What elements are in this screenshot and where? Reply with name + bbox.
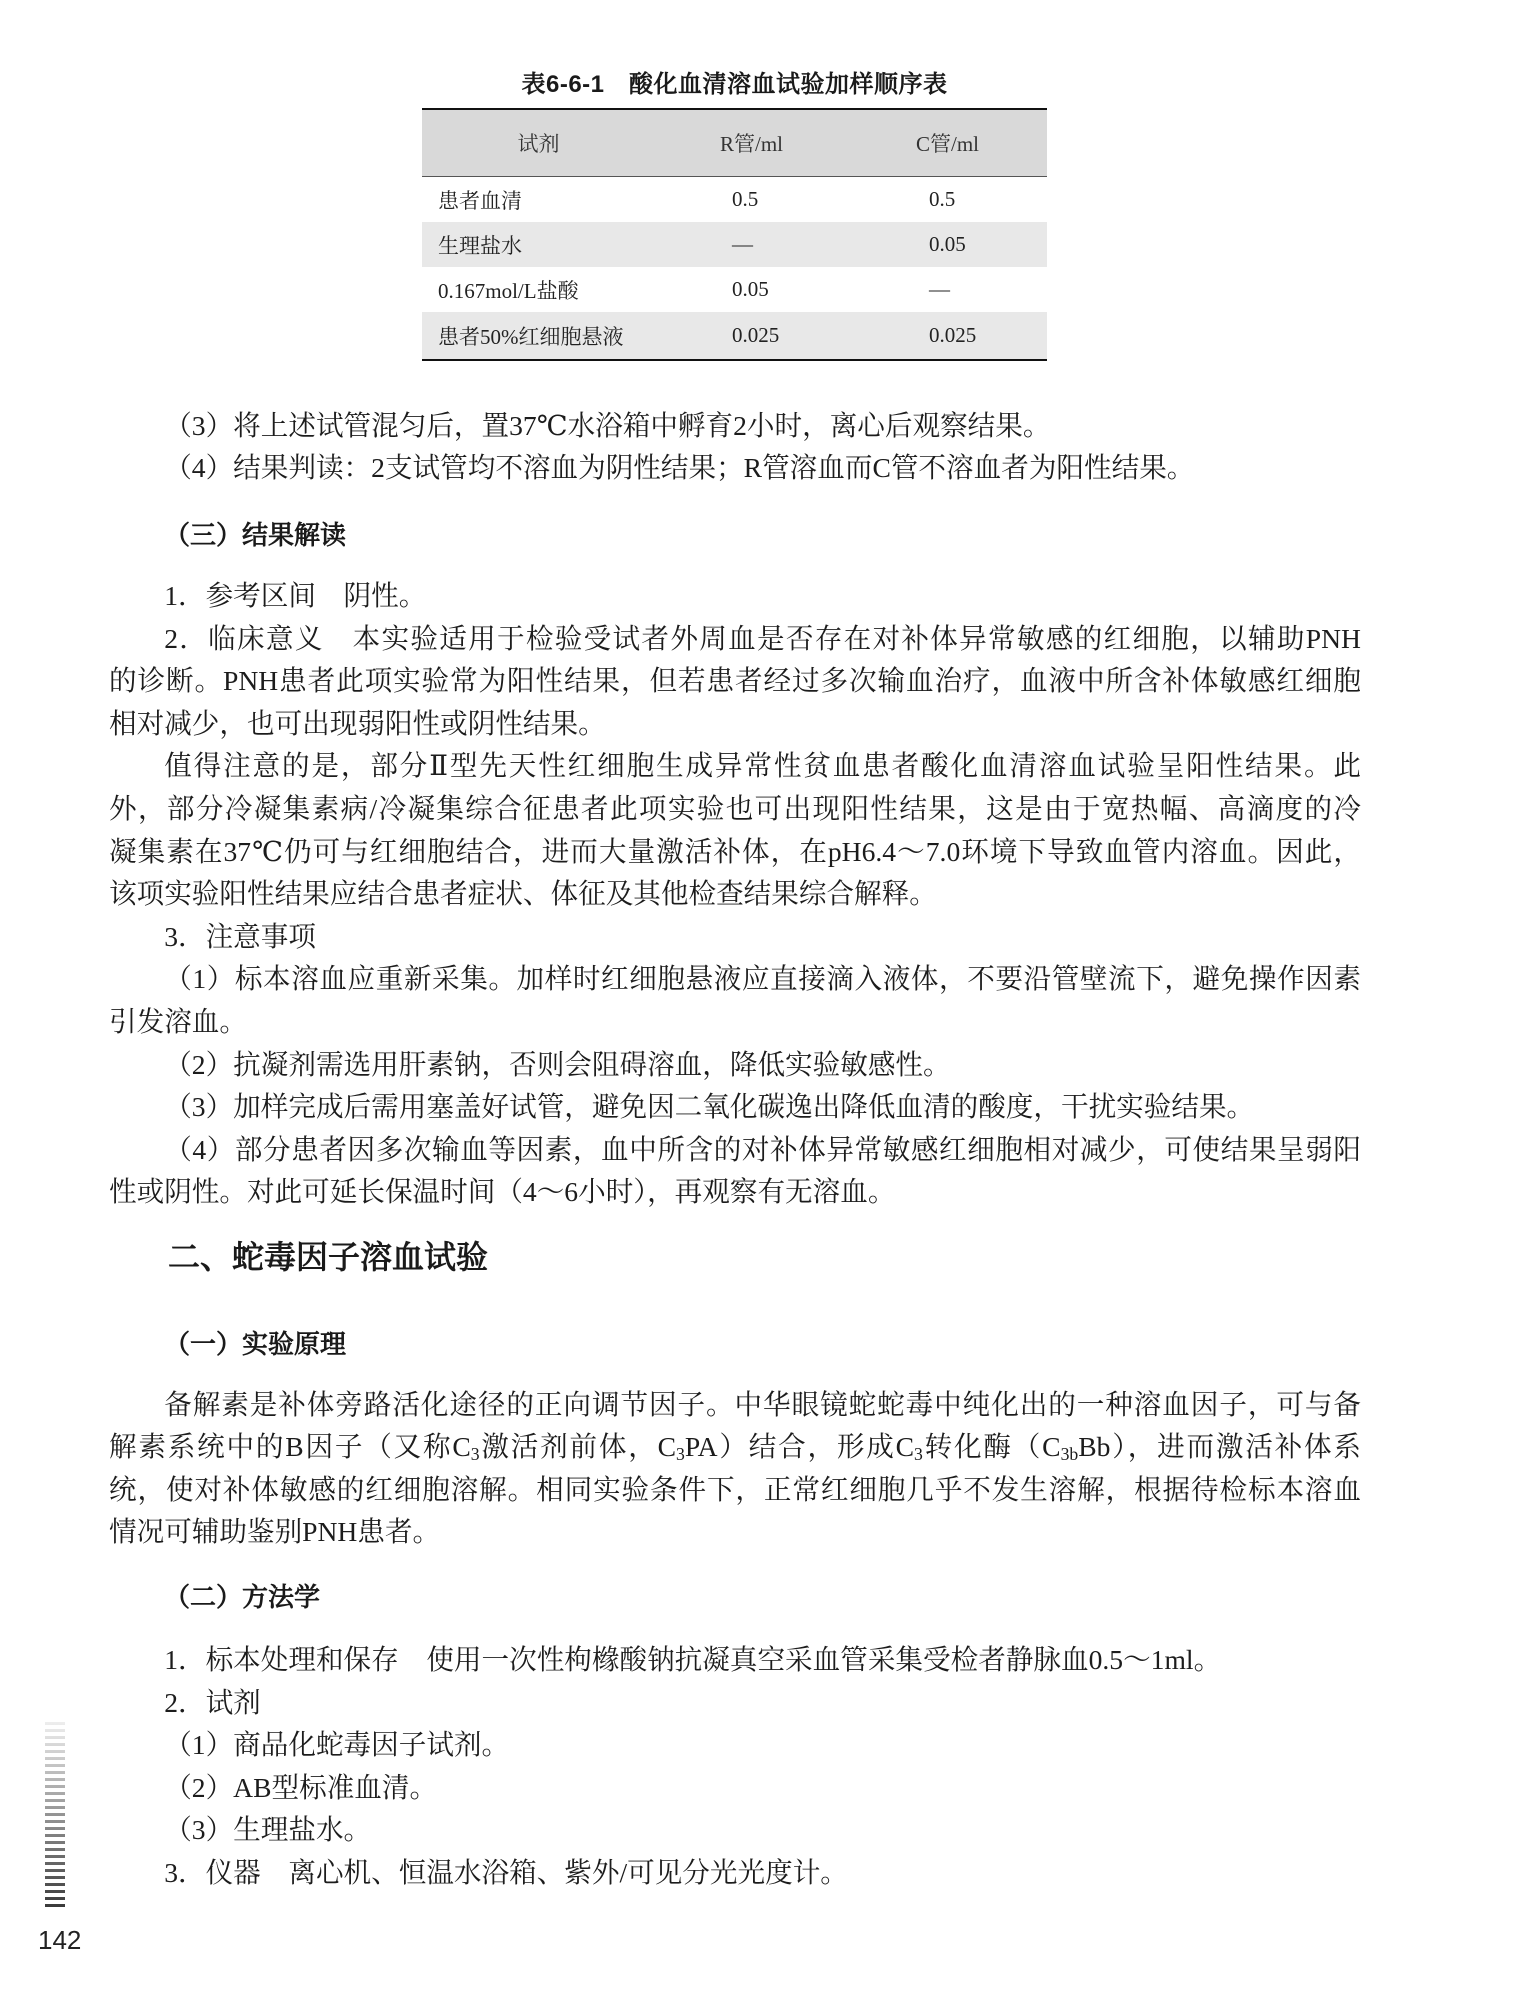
- method-item: 1．标本处理和保存 使用一次性枸橼酸钠抗凝真空采血管采集受检者静脉血0.5～1ml。: [164, 1644, 1222, 1675]
- table-cell: 0.025: [732, 323, 780, 347]
- precaution-line: 引发溶血。: [109, 1005, 247, 1037]
- table-cell: 0.05: [929, 232, 966, 256]
- table-cell: —: [929, 277, 950, 301]
- table-caption: 表6-6-1 酸化血清溶血试验加样顺序表: [521, 71, 948, 98]
- subscript: 3: [676, 1444, 685, 1465]
- paragraph-line: 的诊断。PNH患者此项实验常为阳性结果，但若患者经过多次输血治疗，血液中所含补体敏感红细胞: [109, 665, 1361, 697]
- table-row: [422, 222, 1047, 267]
- procedure-step: （3）将上述试管混匀后，置37℃水浴箱中孵育2小时，离心后观察结果。: [164, 410, 1051, 441]
- precautions-heading: 3．注意事项: [164, 920, 316, 952]
- section-heading-principle: （一）实验原理: [164, 1329, 347, 1359]
- paragraph-line: [109, 1426, 1361, 1468]
- page-number: 142: [38, 1925, 82, 1955]
- paragraph-line: 2．临床意义 本实验适用于检验受试者外周血是否存在对补体异常敏感的红细胞，以辅助PNH: [164, 622, 1361, 654]
- table-cell: —: [732, 232, 753, 256]
- chapter-heading-cvf: 二、蛇毒因子溶血试验: [168, 1239, 489, 1275]
- table-cell: 0.167mol/L盐酸: [438, 278, 579, 303]
- method-item: （1）商品化蛇毒因子试剂。: [164, 1729, 510, 1761]
- method-item: 2．试剂: [164, 1686, 261, 1718]
- table-cell: 0.5: [732, 187, 759, 211]
- text-segment: 激活剂前体，C: [479, 1431, 677, 1463]
- table-row: [422, 267, 1047, 312]
- table-header-cell: C管/ml: [848, 109, 1047, 177]
- section-heading-methodology: （二）方法学: [164, 1582, 321, 1612]
- table-row: [422, 312, 1047, 360]
- method-item: 3．仪器 离心机、恒温水浴箱、紫外/可见分光光度计。: [164, 1856, 848, 1888]
- interpretation-body: [109, 575, 1361, 1214]
- margin-stripes-decoration: [45, 1722, 65, 1908]
- precaution-line: 性或阴性。对此可延长保温时间（4～6小时），再观察有无溶血。: [109, 1176, 896, 1208]
- table-cell: 患者50%红细胞悬液: [438, 324, 624, 349]
- precaution-line: （3）加样完成后需用塞盖好试管，避免因二氧化碳逸出降低血清的酸度，干扰实验结果。: [164, 1091, 1255, 1123]
- reference-range: 1．参考区间 阴性。: [164, 580, 427, 611]
- table-header-cell: 试剂: [422, 109, 655, 177]
- paragraph-line: 备解素是补体旁路活化途径的正向调节因子。中华眼镜蛇蛇毒中纯化出的一种溶血因子，可与备: [164, 1389, 1361, 1420]
- paragraph-line: 情况可辅助鉴别PNH患者。: [109, 1516, 441, 1548]
- table-cell: 0.025: [929, 323, 977, 347]
- procedure-steps: [109, 405, 1361, 489]
- precaution-line: （4）部分患者因多次输血等因素，血中所含的对补体异常敏感红细胞相对减少，可使结果呈弱阳: [164, 1133, 1361, 1165]
- table-cell: 患者血清: [438, 188, 522, 213]
- paragraph-line: 凝集素在37℃仍可与红细胞结合，进而大量激活补体，在pH6.4～7.0环境下导致血管内溶血。因此，: [109, 835, 1361, 867]
- precaution-line: （2）抗凝剂需选用肝素钠，否则会阻碍溶血，降低实验敏感性。: [164, 1048, 951, 1080]
- procedure-step: （4）结果判读：2支试管均不溶血为阴性结果；R管溶血而C管不溶血者为阳性结果。: [164, 452, 1195, 483]
- table-cell: 生理盐水: [438, 233, 522, 258]
- subscript: 3b: [1060, 1444, 1079, 1465]
- method-item: （3）生理盐水。: [164, 1814, 372, 1846]
- paragraph-line: 值得注意的是，部分Ⅱ型先天性红细胞生成异常性贫血患者酸化血清溶血试验呈阳性结果。此: [164, 750, 1361, 782]
- precaution-line: （1）标本溶血应重新采集。加样时红细胞悬液应直接滴入液体，不要沿管壁流下，避免操作因素: [164, 963, 1361, 995]
- subscript: 3: [914, 1444, 923, 1465]
- text-segment: 转化酶（C: [922, 1431, 1061, 1463]
- methodology-body: [109, 1639, 1361, 1895]
- table-row: [422, 177, 1047, 223]
- table-cell: 0.05: [732, 277, 769, 301]
- text-segment: 解素系统中的B因子（又称C: [109, 1431, 471, 1463]
- method-item: （2）AB型标准血清。: [164, 1771, 438, 1803]
- text-segment: PA）结合，形成C: [684, 1431, 915, 1463]
- table-header-cell: R管/ml: [655, 109, 848, 177]
- subscript: 3: [470, 1444, 480, 1465]
- paragraph-line: 相对减少，也可出现弱阳性或阴性结果。: [109, 707, 606, 739]
- paragraph-line: 外，部分冷凝集素病/冷凝集综合征患者此项实验也可出现阳性结果，这是由于宽热幅、高滴度的冷: [109, 792, 1361, 824]
- reagent-table: [422, 108, 1047, 361]
- text-segment: Bb），进而激活补体系: [1078, 1431, 1362, 1463]
- table-header-row: [422, 109, 1047, 177]
- paragraph-line: 统，使对补体敏感的红细胞溶解。相同实验条件下，正常红细胞几乎不发生溶解，根据待检标本溶血: [109, 1473, 1361, 1505]
- paragraph-line: 该项实验阳性结果应结合患者症状、体征及其他检查结果综合解释。: [109, 878, 937, 910]
- table-cell: 0.5: [929, 187, 956, 211]
- principle-body: [109, 1384, 1361, 1554]
- section-heading-interpretation: （三）结果解读: [164, 520, 347, 550]
